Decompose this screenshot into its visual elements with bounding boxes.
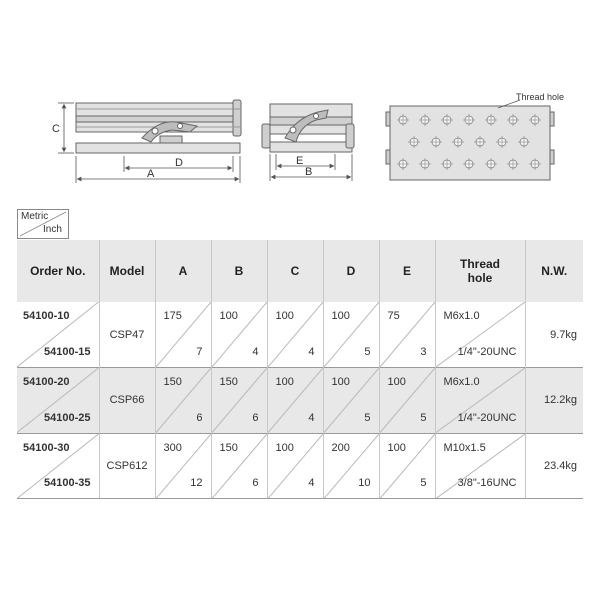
dim-e-cell <box>379 368 435 434</box>
header-e: E <box>379 240 435 302</box>
model-value: CSP47 <box>109 328 145 341</box>
table-header-row <box>17 240 583 302</box>
order-no-metric: 54100-20 <box>23 376 70 388</box>
dim-e-inch: 3 <box>420 346 427 358</box>
header-thread-line2: hole <box>467 271 493 285</box>
table-body <box>17 302 583 499</box>
thread-metric: M10x1.5 <box>443 441 486 454</box>
header-order-no: Order No. <box>17 240 99 302</box>
dim-b-metric: 150 <box>219 376 238 388</box>
dim-label-b: B <box>305 166 313 178</box>
order-no-cell <box>17 433 99 499</box>
dim-b-inch: 6 <box>252 477 259 489</box>
dim-a-cell <box>155 433 211 499</box>
header-model: Model <box>99 240 155 302</box>
header-c: C <box>267 240 323 302</box>
technical-drawings <box>0 0 600 200</box>
order-no-inch: 54100-15 <box>44 346 91 358</box>
dim-e-cell <box>379 433 435 499</box>
order-no-inch: 54100-35 <box>44 477 91 489</box>
thread-metric: M6x1.0 <box>443 310 480 322</box>
dim-c-cell <box>267 368 323 434</box>
dim-label-c: C <box>52 123 60 135</box>
dim-c-inch: 4 <box>308 411 315 424</box>
dim-b-cell <box>211 302 267 368</box>
dim-e-cell <box>379 302 435 368</box>
dim-e-inch: 5 <box>420 477 427 489</box>
dim-b-cell <box>211 368 267 434</box>
dim-b-inch: 6 <box>252 411 259 424</box>
dim-d-inch: 5 <box>364 346 371 358</box>
dim-a-metric: 300 <box>163 441 182 454</box>
header-thread-hole <box>435 240 525 302</box>
thread-metric: M6x1.0 <box>443 376 480 388</box>
order-no-cell <box>17 302 99 368</box>
table-row <box>17 433 583 499</box>
dim-a-metric: 150 <box>163 376 182 388</box>
order-no-cell <box>17 368 99 434</box>
spec-table <box>17 240 583 499</box>
thread-hole-callout: Thread hole <box>516 92 565 102</box>
dim-c-inch: 4 <box>308 477 315 489</box>
thread-inch: 3/8"-16UNC <box>457 477 517 489</box>
dim-d-metric: 200 <box>331 441 350 454</box>
dim-e-inch: 5 <box>420 411 427 424</box>
thread-hole-cell <box>435 368 525 434</box>
model-cell <box>99 302 155 368</box>
side-view-drawing <box>76 100 241 153</box>
table-row <box>17 368 583 434</box>
dim-d-inch: 10 <box>358 477 371 489</box>
dim-d-cell <box>323 368 379 434</box>
unit-legend <box>17 209 69 239</box>
dim-label-e: E <box>296 155 304 167</box>
model-cell <box>99 368 155 434</box>
dim-b-metric: 100 <box>219 310 238 322</box>
nw-value: 9.7kg <box>550 328 577 341</box>
dim-d-metric: 100 <box>331 376 350 388</box>
dim-a-cell <box>155 368 211 434</box>
header-d: D <box>323 240 379 302</box>
thread-hole-cell <box>435 302 525 368</box>
dim-a-inch: 7 <box>196 346 203 358</box>
dim-d-metric: 100 <box>331 310 350 322</box>
model-cell <box>99 433 155 499</box>
header-nw: N.W. <box>525 240 583 302</box>
dim-d-inch: 5 <box>364 411 371 424</box>
model-value: CSP612 <box>106 459 148 472</box>
nw-cell <box>525 302 583 368</box>
dim-label-d: D <box>175 157 183 169</box>
dim-a-cell <box>155 302 211 368</box>
header-a: A <box>155 240 211 302</box>
dim-c-metric: 100 <box>275 310 294 322</box>
unit-metric-label: Metric <box>21 211 49 222</box>
dim-d-cell <box>323 433 379 499</box>
dim-c-inch: 4 <box>308 346 315 358</box>
dim-c-cell <box>267 433 323 499</box>
thread-inch: 1/4"-20UNC <box>457 411 517 424</box>
unit-inch-label: Inch <box>43 224 62 235</box>
front-view-drawing <box>262 104 354 152</box>
dim-c-cell <box>267 302 323 368</box>
dim-a-inch: 6 <box>196 411 203 424</box>
dim-c-metric: 100 <box>275 376 294 388</box>
dim-b-cell <box>211 433 267 499</box>
header-thread-line1: Thread <box>459 257 500 271</box>
thread-hole-cell <box>435 433 525 499</box>
order-no-metric: 54100-30 <box>23 441 70 454</box>
dim-c-metric: 100 <box>275 441 294 454</box>
dim-label-a: A <box>147 168 155 180</box>
dim-a-inch: 12 <box>190 477 203 489</box>
model-value: CSP66 <box>109 394 145 407</box>
order-no-metric: 54100-10 <box>23 310 70 322</box>
dim-d-cell <box>323 302 379 368</box>
nw-value: 23.4kg <box>543 459 577 472</box>
dim-e-metric: 75 <box>387 310 400 322</box>
dim-e-metric: 100 <box>387 376 406 388</box>
dim-b-metric: 150 <box>219 441 238 454</box>
nw-cell <box>525 368 583 434</box>
table-row <box>17 302 583 368</box>
header-b: B <box>211 240 267 302</box>
order-no-inch: 54100-25 <box>44 411 91 424</box>
nw-cell <box>525 433 583 499</box>
dim-b-inch: 4 <box>252 346 259 358</box>
dim-e-metric: 100 <box>387 441 406 454</box>
thread-inch: 1/4"-20UNC <box>457 346 517 358</box>
dim-a-metric: 175 <box>163 310 182 322</box>
nw-value: 12.2kg <box>543 394 577 407</box>
